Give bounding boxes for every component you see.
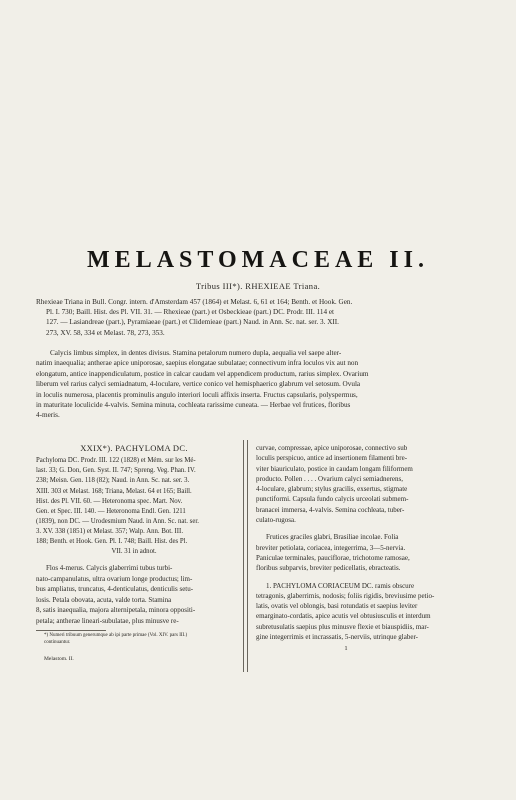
genus-heading: XXIX*). PACHYLOMA DC. <box>80 443 188 453</box>
footnote-line: continuantur. <box>44 639 71 645</box>
description-line: in loculis numerosa, placentis prominulis angulo interiori loculi affixis inserta. Fructus capsularis, polyspermus, <box>36 390 358 399</box>
genus-description-line: Flos 4-merus. Calycis glaberrimi tubus turbi- <box>46 564 173 573</box>
text-line: producto. Pollen . . . . Ovarium calyci semiadnerens, <box>256 474 403 483</box>
genus-synonymy-line: 188; Benth. et Hook. Gen. Pl. I. 748; Baill. Hist. des Pl. <box>36 538 188 546</box>
signature-mark: Melastom. II. <box>44 656 74 663</box>
tribe-synonymy <box>36 297 484 338</box>
description-line: natim inaequalia; antherae apice uniporosae, saepius elongatae subulatae; connectivum infra loculos vix aut non <box>36 359 359 368</box>
description-line: liberum vel rarius calyci semiadnatum, 4-loculare, vertice conico vel hemisphaerico glabrum vel setosum. Ovula <box>36 380 361 389</box>
left-column <box>36 443 232 665</box>
genus-synonymy-line: (1839), non DC. — Urodesmium Naud. in Ann. Sc. nat. ser. <box>36 517 199 525</box>
genus-description-line: bus ampliatus, truncatus, 4-denticulatus, denticulis setu- <box>36 585 194 594</box>
column-divider <box>243 440 248 672</box>
text-line: gine integerrimis et incrassatis, 5-nerviis, utrinque glaber- <box>256 633 418 642</box>
text-line: 4-loculare, glabrum; stylus gracilis, exsertus, stigmate <box>256 485 408 494</box>
genus-synonymy-line: Gen. et Spec. III. 140. — Heteronoma Endl. Gen. 1211 <box>36 507 186 515</box>
genus-description-line: nato-campanulatus, ultra ovarium longe productus; lim- <box>36 574 193 583</box>
genus-synonymy-line: Pachyloma DC. Prodr. III. 122 (1828) et Mém. sur les Mé- <box>36 457 196 465</box>
text-line: loculis perspicuo, antice ad insertionem filamenti bre- <box>256 454 408 463</box>
genus-synonymy-line: 238; Meisn. Gen. 118 (82); Naud. in Ann. Sc. nat. ser. 3. <box>36 477 190 485</box>
text-line: culato-rugosa. <box>256 516 296 525</box>
synonymy-line: Rhexieae Triana in Bull. Congr. intern. d'Amsterdam 457 (1864) et Melast. 6, 61 et 164; Benth. et Hook. Gen. <box>36 298 353 306</box>
tribe-description <box>36 348 484 421</box>
synonymy-line: Pl. I. 730; Baill. Hist. des Pl. VII. 31. — Rhexieae (part.) et Osbeckieae (part.) DC. Prodr. III. 114 et <box>46 308 335 317</box>
genus-description <box>36 563 232 626</box>
description-line: 4-meris. <box>36 411 60 420</box>
text-line: subretusulatis saepius plus minusve flexie et biauspidiis, mar- <box>256 622 429 631</box>
genus-synonymy-line: VII. 31 in adnot. <box>111 548 157 556</box>
text-line: Frutices graciles glabri, Brasiliae incolae. Folia <box>266 533 399 542</box>
species-paragraph <box>256 581 482 643</box>
text-line: branacei immersa, 4-valvis. Semina cochleata, tuber- <box>256 505 405 514</box>
text-line: curvae, compressae, apice uniporosae, connectivo sub <box>256 444 408 452</box>
tribe-heading: Tribus III*). RHEXIEAE Triana. <box>195 281 321 291</box>
synonymy-line: 273, XV. 58, 334 et Melast. 78, 273, 353. <box>46 328 165 337</box>
text-line: latis, ovatis vel oblongis, basi rotundatis et saepius leviter <box>256 602 418 611</box>
right-column <box>256 443 482 642</box>
footnote-rule <box>36 630 106 631</box>
footnote <box>36 633 232 646</box>
genus-synonymy-line: XIII. 303 et Melast. 168; Triana, Melast. 64 et 165; Baill. <box>36 487 192 495</box>
genus-description-line: petala; antherae lineari-subulatae, plus minusve re- <box>36 616 179 625</box>
text-line: Paniculae terminales, pauciflorae, trichotome ramosae, <box>256 553 410 562</box>
footnote-line: *) Numeri tribuum generumque ab ipi parte primae (Vol. XIV. pars III.) <box>44 633 188 639</box>
text-line: floribus subparvis, breviter pedicellatis, ebracteatis. <box>256 564 401 573</box>
genus-description-line: losis. Petala obovata, acuta, valde torta. Stamina <box>36 595 172 604</box>
text-line: 1. PACHYLOMA CORIACEUM DC. ramis obscure <box>266 581 415 590</box>
genus-description-continued <box>256 443 482 525</box>
page-title: MELASTOMACEAE II. <box>87 247 429 273</box>
genus-synonymy <box>36 456 232 557</box>
genus-synonymy-line: Hist. des Pl. VII. 60. — Heteronoma spec. Mart. Nov. <box>36 497 183 505</box>
text-line: viter biauriculato, postice in caudam longam filiformem <box>256 464 413 473</box>
text-line: breviter petiolata, coriacea, integerrima, 3—5-nervia. <box>256 543 406 552</box>
description-line: elongatum, antice inappendiculatum, postice in calcar caudam vel appendicem productum, rarius simplex. Ovarium <box>36 369 369 378</box>
synonymy-line: 127. — Lasiandreae (part.), Pyramiaeae (part.) et Clidemieae (part.) Naud. in Ann. Sc. nat. ser. 3. XII. <box>46 318 339 327</box>
description-line: Calycis limbus simplex, in dentes divisus. Stamina petalorum numero dupla, aequalia vel saepe alter- <box>50 349 342 357</box>
text-line: tetragonis, glaberrimis, nodosis; foliis rigidis, breviusime petio- <box>256 591 435 600</box>
page-number: 1 <box>344 645 348 652</box>
description-line: in maturitate loculicide 4-valvis. Semina minuta, cochleata rarissime cuneata. — Herbae vel frutices, floribus <box>36 401 351 410</box>
text-line: punctiformi. Capsula fundo calycis urceolati submem- <box>256 495 409 504</box>
genus-description-line: 8, satis inaequalia, majora alternipetala, minora oppositi- <box>36 606 196 615</box>
text-line: emarginato-cordatis, apice acutis vel obtusiusculis et interdum <box>256 612 431 621</box>
habit-paragraph <box>256 532 482 573</box>
genus-synonymy-line: last. 33; G. Don, Gen. Syst. II. 747; Spreng. Veg. Phan. IV. <box>36 467 196 475</box>
genus-synonymy-line: 3. XV. 338 (1851) et Melast. 357; Walp. Ann. Bot. III. <box>36 527 184 535</box>
